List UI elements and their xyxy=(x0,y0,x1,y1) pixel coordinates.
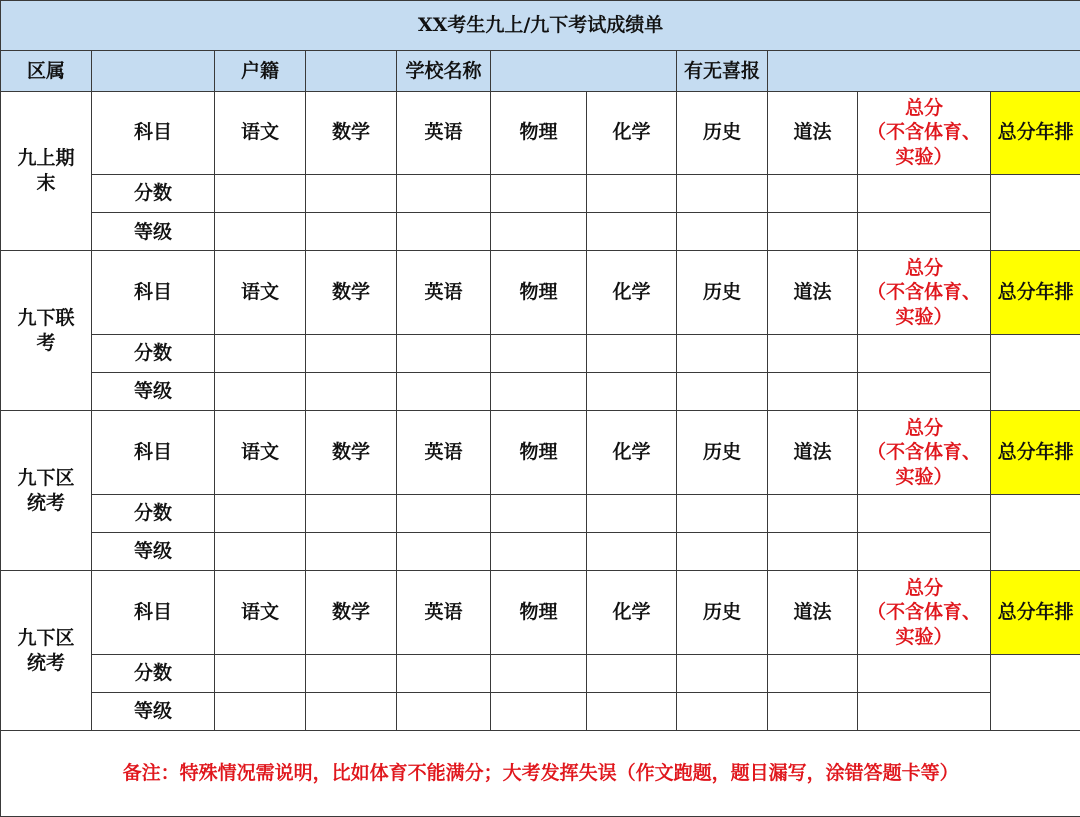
grade-cell[interactable] xyxy=(491,693,587,731)
grade-cell[interactable] xyxy=(306,693,397,731)
grade-cell[interactable] xyxy=(491,213,587,251)
subject-physics: 物理 xyxy=(491,91,587,175)
grade-cell[interactable] xyxy=(677,373,768,411)
grade-cell[interactable] xyxy=(491,373,587,411)
subject-math: 数学 xyxy=(306,411,397,495)
grade-cell[interactable] xyxy=(215,373,306,411)
grade-cell[interactable] xyxy=(215,533,306,571)
subject-morality-law: 道法 xyxy=(768,571,858,655)
award-label: 有无喜报 xyxy=(677,51,768,91)
subject-math: 数学 xyxy=(306,251,397,335)
total-score-cell[interactable] xyxy=(858,334,991,372)
subject-label: 科目 xyxy=(92,91,215,175)
subject-chemistry: 化学 xyxy=(587,411,677,495)
grade-cell[interactable] xyxy=(768,693,858,731)
grade-label: 等级 xyxy=(92,693,215,731)
subject-chinese: 语文 xyxy=(215,91,306,175)
subject-english: 英语 xyxy=(397,571,491,655)
subject-history: 历史 xyxy=(677,571,768,655)
grade-cell[interactable] xyxy=(215,213,306,251)
total-score-header: 总分 （不含体育、 实验） xyxy=(858,411,991,495)
subject-english: 英语 xyxy=(397,411,491,495)
score-cell[interactable] xyxy=(306,494,397,532)
total-grade-cell[interactable] xyxy=(858,533,991,571)
district-value[interactable] xyxy=(92,51,215,91)
subject-physics: 物理 xyxy=(491,571,587,655)
notes-text: 备注：特殊情况需说明，比如体育不能满分；大考发挥失误（作文跑题，题目漏写，涂错答题卡等） xyxy=(1,731,1080,817)
subject-physics: 物理 xyxy=(491,251,587,335)
score-cell[interactable] xyxy=(215,654,306,692)
total-score-header: 总分 （不含体育、 实验） xyxy=(858,91,991,175)
grade-cell[interactable] xyxy=(397,213,491,251)
grade-row xyxy=(1,213,1080,251)
score-cell[interactable] xyxy=(587,494,677,532)
total-rank-cell[interactable] xyxy=(991,334,1080,410)
total-grade-cell[interactable] xyxy=(858,213,991,251)
total-grade-cell[interactable] xyxy=(858,693,991,731)
subject-label: 科目 xyxy=(92,411,215,495)
grade-row xyxy=(1,373,1080,411)
subject-math: 数学 xyxy=(306,571,397,655)
grade-cell[interactable] xyxy=(397,373,491,411)
score-label: 分数 xyxy=(92,175,215,213)
subject-morality-law: 道法 xyxy=(768,411,858,495)
exam-name: 九上期 末 xyxy=(1,91,92,251)
grade-label: 等级 xyxy=(92,533,215,571)
subject-chinese: 语文 xyxy=(215,251,306,335)
total-score-header: 总分 （不含体育、 实验） xyxy=(858,571,991,655)
score-row xyxy=(1,494,1080,532)
subject-row xyxy=(1,91,1080,175)
sheet-title: XX考生九上/九下考试成绩单 xyxy=(1,1,1080,51)
score-cell[interactable] xyxy=(491,494,587,532)
score-cell[interactable] xyxy=(768,494,858,532)
score-cell[interactable] xyxy=(215,494,306,532)
household-value[interactable] xyxy=(306,51,397,91)
score-cell[interactable] xyxy=(677,175,768,213)
grade-cell[interactable] xyxy=(768,533,858,571)
score-cell[interactable] xyxy=(491,175,587,213)
grade-cell[interactable] xyxy=(587,373,677,411)
subject-row xyxy=(1,251,1080,335)
total-rank-header: 总分年排 xyxy=(991,251,1080,335)
subject-morality-law: 道法 xyxy=(768,91,858,175)
grade-cell[interactable] xyxy=(397,533,491,571)
score-cell[interactable] xyxy=(768,654,858,692)
grade-cell[interactable] xyxy=(677,213,768,251)
subject-morality-law: 道法 xyxy=(768,251,858,335)
score-cell[interactable] xyxy=(677,334,768,372)
score-cell[interactable] xyxy=(768,175,858,213)
subject-chinese: 语文 xyxy=(215,411,306,495)
grade-cell[interactable] xyxy=(587,533,677,571)
total-grade-cell[interactable] xyxy=(858,373,991,411)
score-cell[interactable] xyxy=(491,654,587,692)
grade-cell[interactable] xyxy=(306,373,397,411)
subject-english: 英语 xyxy=(397,91,491,175)
score-cell[interactable] xyxy=(397,494,491,532)
subject-physics: 物理 xyxy=(491,411,587,495)
grade-row xyxy=(1,693,1080,731)
award-value[interactable] xyxy=(768,51,1080,91)
subject-english: 英语 xyxy=(397,251,491,335)
total-rank-cell[interactable] xyxy=(991,654,1080,730)
district-label: 区属 xyxy=(1,51,92,91)
subject-history: 历史 xyxy=(677,91,768,175)
total-score-header: 总分 （不含体育、 实验） xyxy=(858,251,991,335)
score-row xyxy=(1,654,1080,692)
grade-label: 等级 xyxy=(92,213,215,251)
grade-row xyxy=(1,533,1080,571)
grade-cell[interactable] xyxy=(397,693,491,731)
subject-chemistry: 化学 xyxy=(587,571,677,655)
school-name-label: 学校名称 xyxy=(397,51,491,91)
score-cell[interactable] xyxy=(768,334,858,372)
subject-label: 科目 xyxy=(92,251,215,335)
grade-cell[interactable] xyxy=(306,213,397,251)
grade-cell[interactable] xyxy=(306,533,397,571)
exam-name: 九下区 统考 xyxy=(1,411,92,571)
score-label: 分数 xyxy=(92,494,215,532)
score-cell[interactable] xyxy=(397,654,491,692)
subject-chinese: 语文 xyxy=(215,571,306,655)
total-rank-header: 总分年排 xyxy=(991,571,1080,655)
household-label: 户籍 xyxy=(215,51,306,91)
score-cell[interactable] xyxy=(215,334,306,372)
subject-label: 科目 xyxy=(92,571,215,655)
score-cell[interactable] xyxy=(397,175,491,213)
score-cell[interactable] xyxy=(491,334,587,372)
score-cell[interactable] xyxy=(306,175,397,213)
grade-cell[interactable] xyxy=(768,373,858,411)
score-cell[interactable] xyxy=(677,494,768,532)
total-rank-header: 总分年排 xyxy=(991,91,1080,175)
grade-label: 等级 xyxy=(92,373,215,411)
score-cell[interactable] xyxy=(587,654,677,692)
score-label: 分数 xyxy=(92,334,215,372)
score-cell[interactable] xyxy=(677,654,768,692)
subject-row xyxy=(1,411,1080,495)
subject-chemistry: 化学 xyxy=(587,251,677,335)
score-cell[interactable] xyxy=(306,334,397,372)
grade-cell[interactable] xyxy=(768,213,858,251)
subject-chemistry: 化学 xyxy=(587,91,677,175)
grade-cell[interactable] xyxy=(677,693,768,731)
total-rank-header: 总分年排 xyxy=(991,411,1080,495)
subject-history: 历史 xyxy=(677,411,768,495)
total-rank-cell[interactable] xyxy=(991,494,1080,570)
subject-math: 数学 xyxy=(306,91,397,175)
score-cell[interactable] xyxy=(215,175,306,213)
score-cell[interactable] xyxy=(397,334,491,372)
score-label: 分数 xyxy=(92,654,215,692)
subject-history: 历史 xyxy=(677,251,768,335)
score-cell[interactable] xyxy=(587,175,677,213)
grade-cell[interactable] xyxy=(587,693,677,731)
score-row xyxy=(1,334,1080,372)
grade-cell[interactable] xyxy=(677,533,768,571)
score-cell[interactable] xyxy=(587,334,677,372)
exam-name: 九下区 统考 xyxy=(1,571,92,731)
score-row xyxy=(1,175,1080,213)
total-score-cell[interactable] xyxy=(858,175,991,213)
grade-cell[interactable] xyxy=(491,533,587,571)
exam-name: 九下联 考 xyxy=(1,251,92,411)
score-cell[interactable] xyxy=(306,654,397,692)
grade-cell[interactable] xyxy=(587,213,677,251)
total-rank-cell[interactable] xyxy=(991,175,1080,251)
subject-row xyxy=(1,571,1080,655)
total-score-cell[interactable] xyxy=(858,654,991,692)
total-score-cell[interactable] xyxy=(858,494,991,532)
grade-cell[interactable] xyxy=(215,693,306,731)
school-name-value[interactable] xyxy=(491,51,677,91)
